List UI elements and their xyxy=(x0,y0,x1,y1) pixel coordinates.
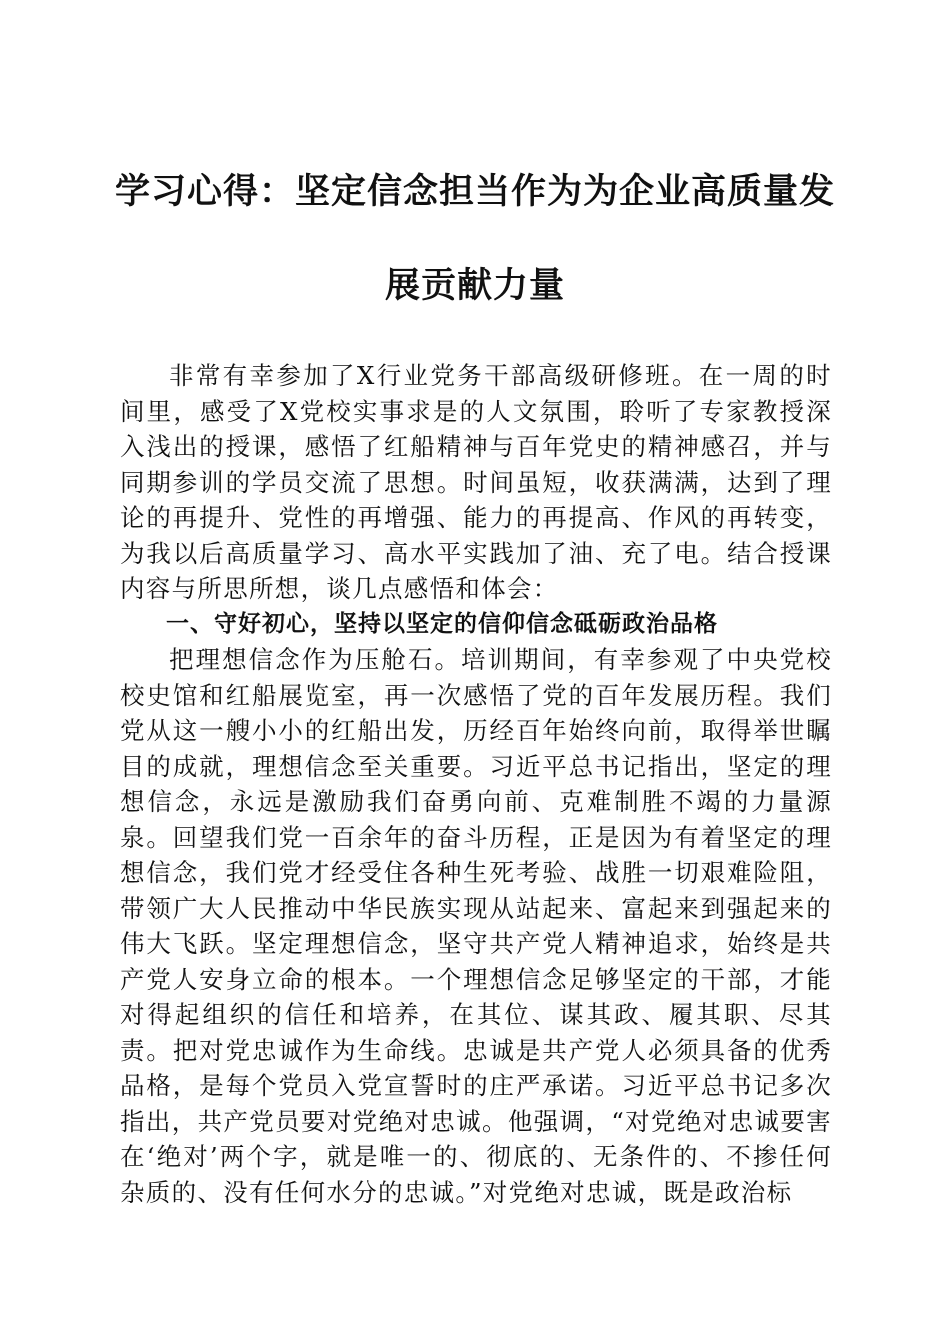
document-body xyxy=(120,358,832,1210)
section-1-heading: 一、守好初心，坚持以坚定的信仰信念砥砺政治品格 xyxy=(166,610,718,637)
intro-paragraph: 非常有幸参加了X行业党务干部高级研修班。在一周的时间里，感受了X党校实事求是的人文氛围，聆听了专家教授深入浅出的授课，感悟了红船精神与百年党史的精神感召，并与同期参训的学员交流了思想。时间虽短，收获满满，达到了理论的再提升、党性的再增强、能力的再提高、作风的再转变，为我以后高质量学习、高水平实践加了油、充了电。结合授课内容与所思所想，谈几点感悟和体会： xyxy=(120,361,832,603)
document-title-line-2: 展贡献力量 xyxy=(384,265,565,306)
section-1-paragraph: 把理想信念作为压舱石。培训期间，有幸参观了中央党校校史馆和红船展览室，再一次感悟了党的百年发展历程。我们党从这一艘小小的红船出发，历经百年始终向前，取得举世瞩目的成就，理想信念至关重要。习近平总书记指出，坚定的理想信念，永远是激励我们奋勇向前、克难制胜不竭的力量源泉。回望我们党一百余年的奋斗历程，正是因为有着坚定的理想信念，我们党才经受住各种生死考验、战胜一切艰难险阻，带领广大人民推动中华民族实现从站起来、富起来到强起来的伟大飞跃。坚定理想信念，坚守共产党人精神追求，始终是共产党人安身立命的根本。一个理想信念足够坚定的干部，才能对得起组织的信任和培养，在其位、谋其政、履其职、尽其责。把对党忠诚作为生命线。忠诚是共产党人必须具备的优秀品格，是每个党员入党宣誓时的庄严承诺。习近平总书记多次指出，共产党员要对党绝对忠诚。他强调，“对党绝对忠诚要害在‘绝对’两个字，就是唯一的、彻底的、无条件的、不掺任何杂质的、没有任何水分的忠诚。”对党绝对忠诚，既是政治标 xyxy=(120,645,832,1207)
document-title-line-1: 学习心得：坚定信念担当作为为企业高质量发 xyxy=(114,171,835,212)
